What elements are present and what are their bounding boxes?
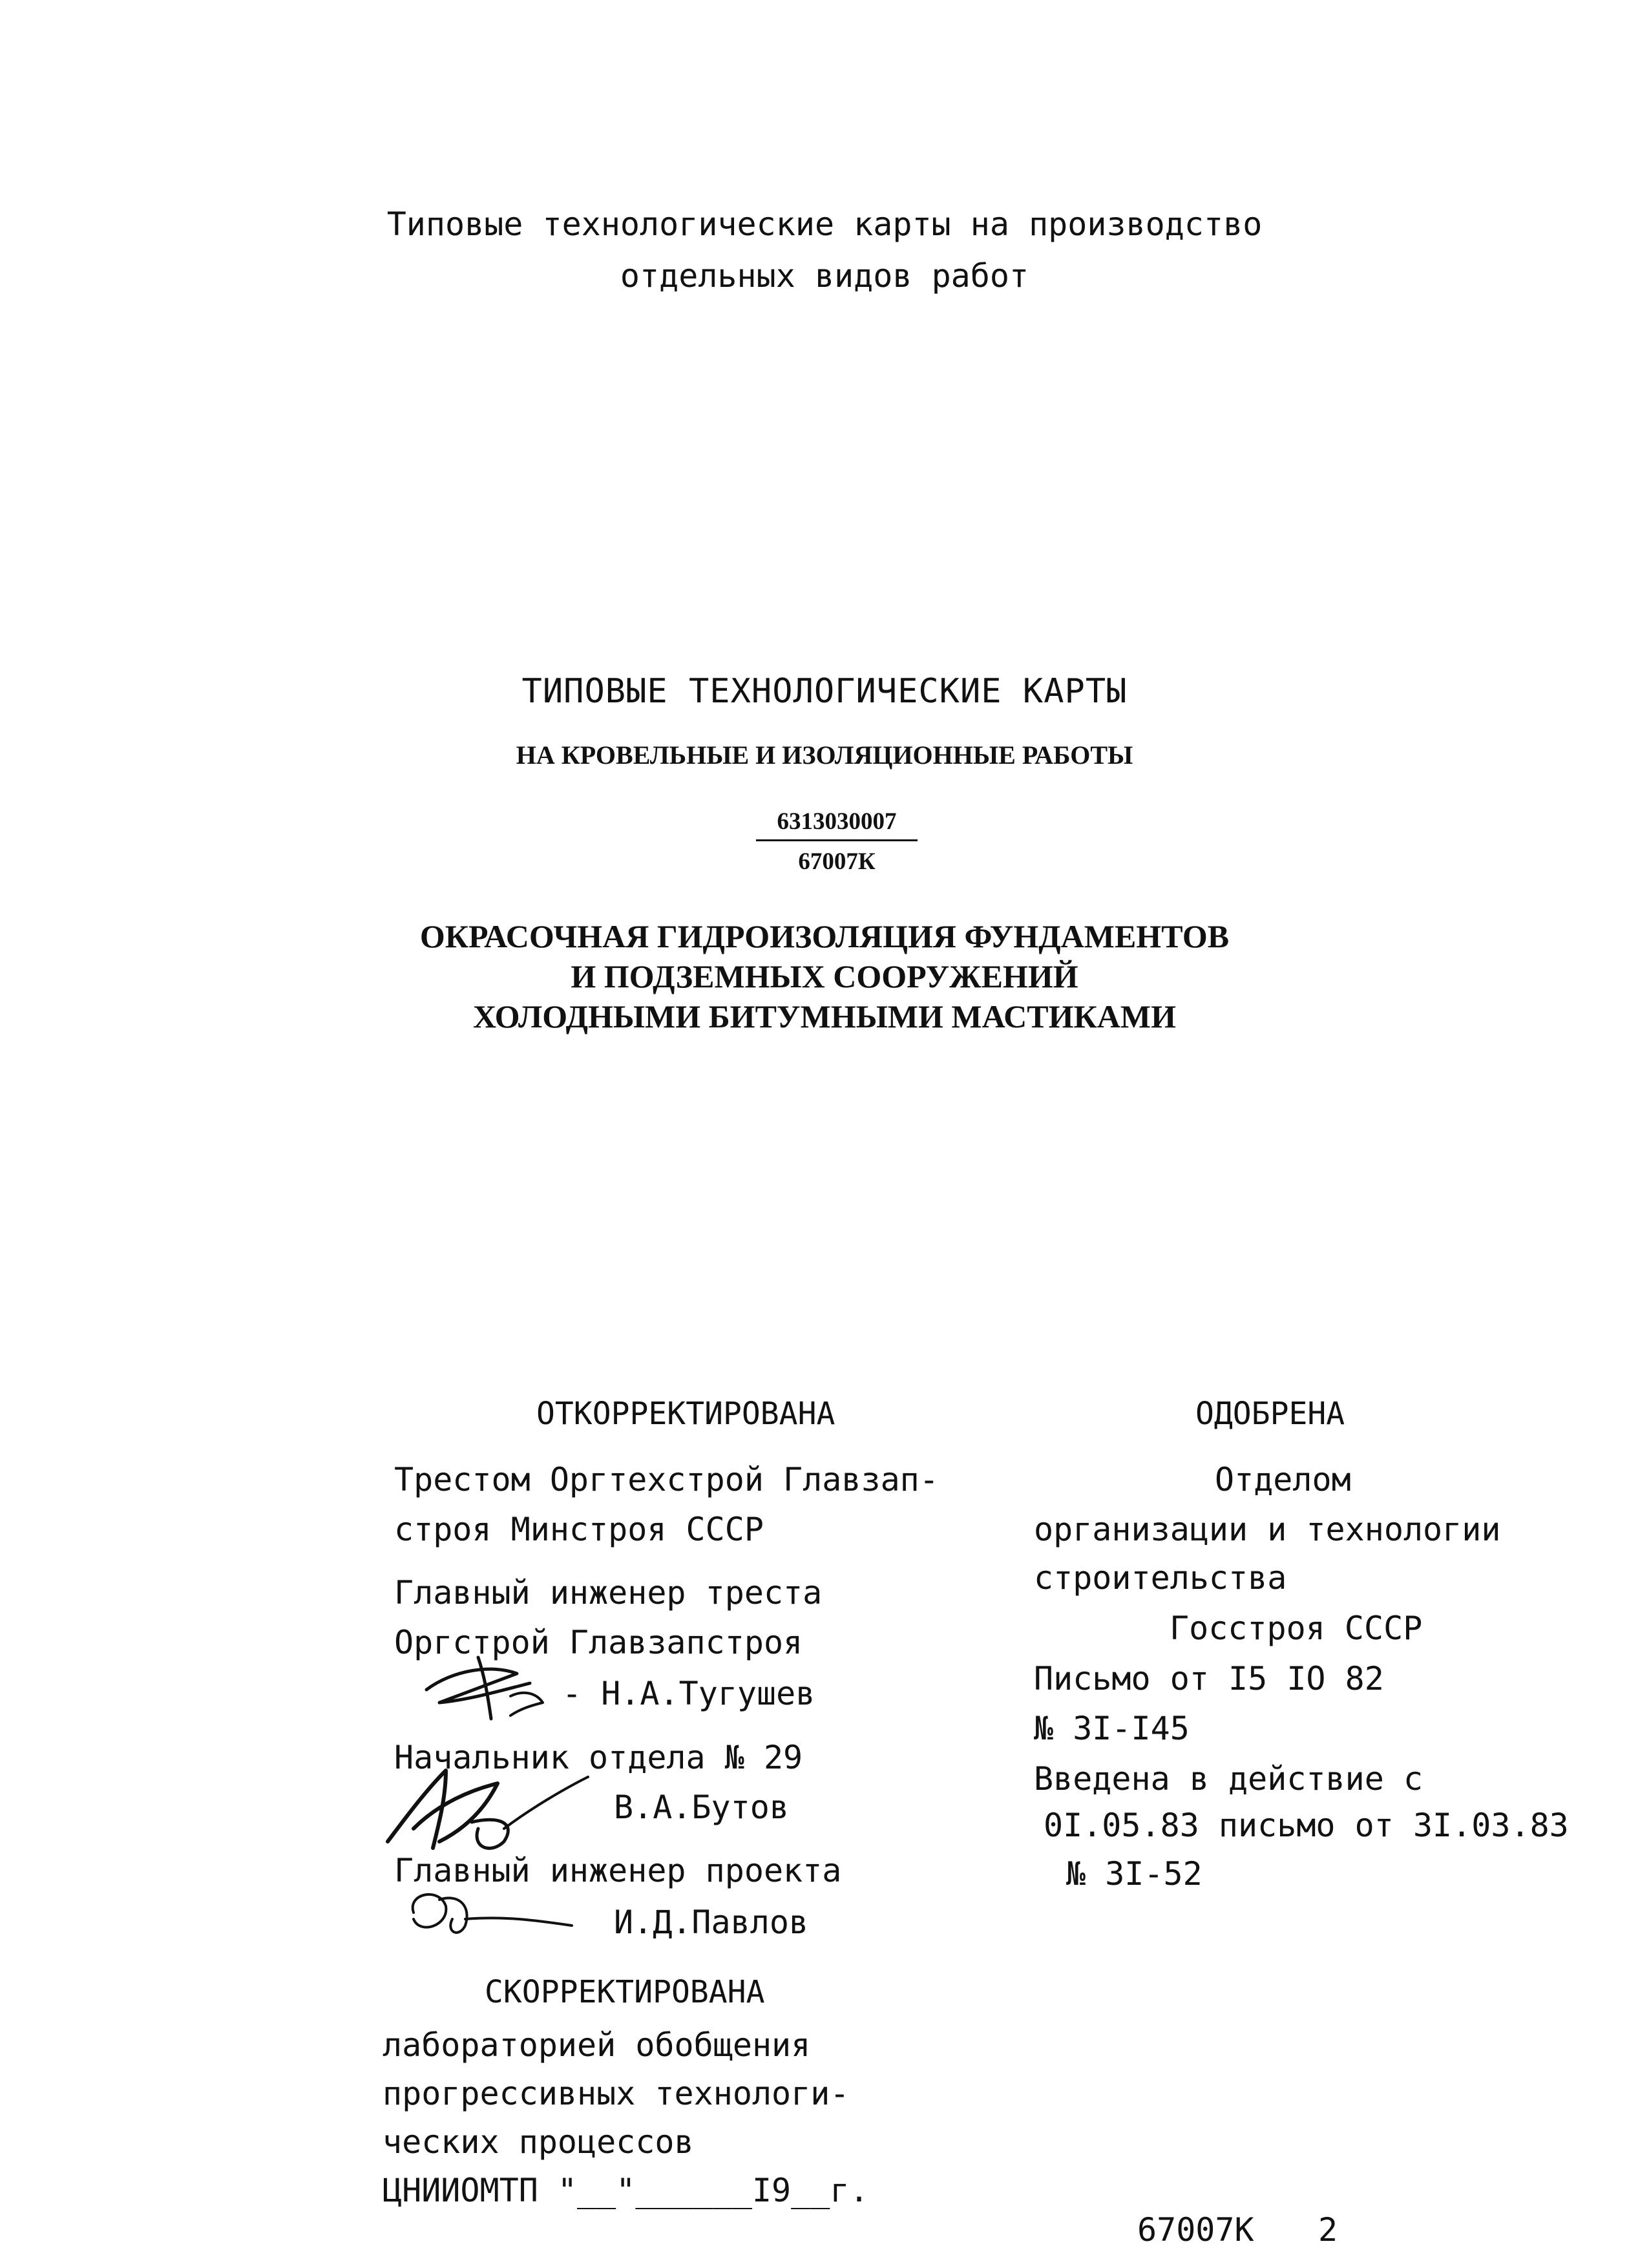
left-line: Трестом Оргтехстрой Главзап-	[394, 1461, 939, 1498]
revised-line: прогрессивных технологи-	[383, 2075, 850, 2112]
left-line: Начальник отдела № 29	[394, 1739, 803, 1776]
revised-line: ческих процессов	[383, 2123, 694, 2161]
footer-document-code: 67007К	[1137, 2211, 1254, 2249]
document-title-line-1: ОКРАСОЧНАЯ ГИДРОИЗОЛЯЦИЯ ФУНДАМЕНТОВ	[419, 918, 1230, 954]
left-line: Главный инженер треста	[394, 1574, 823, 1612]
left-line: Главный инженер проекта	[394, 1852, 842, 1889]
document-title-line-3: ХОЛОДНЫМИ БИТУМНЫМИ МАСТИКАМИ	[473, 998, 1176, 1034]
series-subtitle: НА КРОВЕЛЬНЫЕ И ИЗОЛЯЦИОННЫЕ РАБОТЫ	[516, 740, 1133, 770]
document-title-line-2: И ПОДЗЕМНЫХ СООРУЖЕНИЙ	[571, 958, 1078, 994]
header-line-1: Типовые технологические карты на производство	[386, 205, 1263, 243]
right-line: строительства	[1034, 1559, 1287, 1597]
right-line: Госстроя СССР	[1170, 1610, 1423, 1647]
header-line-2: отдельных видов работ	[620, 257, 1029, 295]
right-line: 0I.05.83 письмо от 3I.03.83	[1044, 1807, 1569, 1844]
approved-heading: ОДОБРЕНА	[1195, 1396, 1345, 1432]
revised-line: лабораторией обобщения	[383, 2026, 811, 2064]
signature-butov-icon	[375, 1751, 601, 1861]
series-title: ТИПОВЫЕ ТЕХНОЛОГИЧЕСКИЕ КАРТЫ	[521, 672, 1128, 711]
signatory-butov: В.А.Бутов	[614, 1789, 789, 1826]
right-line: организации и технологии	[1034, 1511, 1501, 1548]
document-code-numerator: 6313030007	[756, 808, 918, 841]
left-line: строя Минстроя СССР	[394, 1511, 764, 1548]
signature-tugushev-icon	[414, 1644, 582, 1728]
right-line: № 3I-I45	[1034, 1710, 1190, 1747]
right-line: № 3I-52	[1066, 1855, 1203, 1893]
signature-pavlov-icon	[394, 1874, 582, 1951]
document-code-denominator: 67007К	[798, 848, 876, 875]
signatory-pavlov: И.Д.Павлов	[614, 1904, 809, 1941]
right-line: Письмо от I5 IO 82	[1034, 1660, 1384, 1697]
left-line: Оргстрой Главзапстроя	[394, 1624, 803, 1661]
right-line: Отделом	[1215, 1461, 1351, 1498]
signatory-tugushev: - Н.А.Тугушев	[562, 1675, 815, 1712]
revised-heading: СКОРРЕКТИРОВАНА	[485, 1974, 765, 2010]
revised-line-date: ЦНИИОМТП "__"______I9__г.	[383, 2172, 869, 2209]
footer-page-number: 2	[1318, 2211, 1338, 2249]
corrected-heading: ОТКОРРЕКТИРОВАНА	[536, 1396, 835, 1432]
right-line: Введена в действие с	[1034, 1760, 1423, 1798]
